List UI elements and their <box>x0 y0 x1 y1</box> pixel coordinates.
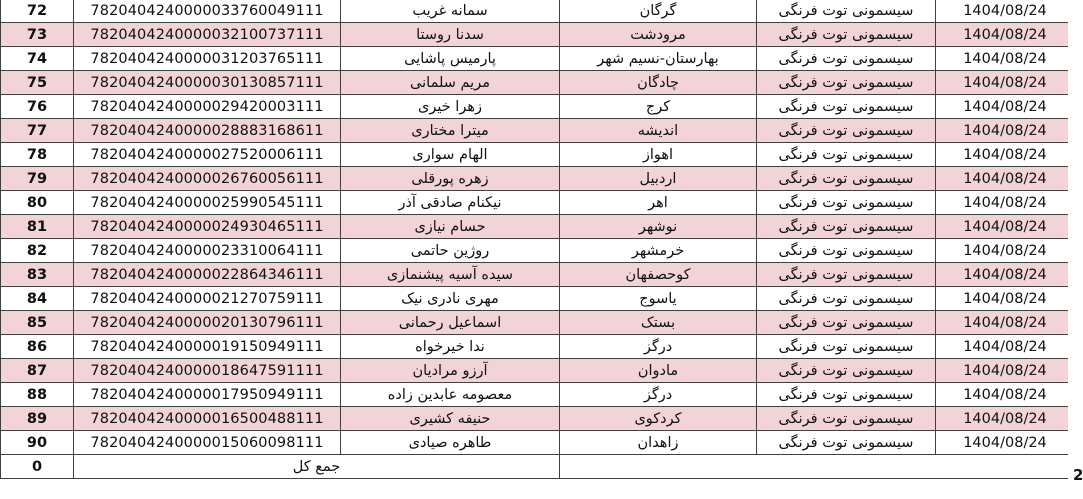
product-description-cell[interactable]: سیسمونی توت فرنگی <box>757 263 936 287</box>
city-cell[interactable]: مرودشت <box>560 23 757 47</box>
city-cell[interactable]: اردبیل <box>560 167 757 191</box>
total-empty-cell[interactable] <box>560 455 1075 479</box>
table-row[interactable] <box>1 335 1075 359</box>
row-number-cell[interactable]: 73 <box>1 23 74 47</box>
city-cell[interactable]: گرگان <box>560 0 757 23</box>
tracking-code-cell[interactable]: 7820404240000020130796111 <box>74 311 341 335</box>
product-description-cell[interactable]: سیسمونی توت فرنگی <box>757 239 936 263</box>
city-cell[interactable]: اهر <box>560 191 757 215</box>
product-description-cell[interactable]: سیسمونی توت فرنگی <box>757 407 936 431</box>
table-row[interactable] <box>1 0 1075 23</box>
table-row[interactable] <box>1 167 1075 191</box>
row-number-cell[interactable]: 84 <box>1 287 74 311</box>
tracking-code-cell[interactable]: 7820404240000032100737111 <box>74 23 341 47</box>
date-cell[interactable]: 1404/08/24 <box>936 287 1075 311</box>
date-cell[interactable]: 1404/08/24 <box>936 431 1075 455</box>
product-description-cell[interactable]: سیسمونی توت فرنگی <box>757 143 936 167</box>
city-cell[interactable]: یاسوج <box>560 287 757 311</box>
city-cell[interactable]: بهارستان-نسیم شهر <box>560 47 757 71</box>
total-row[interactable] <box>1 455 1075 479</box>
recipient-name-cell[interactable]: روژین حاتمی <box>341 239 560 263</box>
date-cell[interactable]: 1404/08/24 <box>936 119 1075 143</box>
tracking-code-cell[interactable]: 7820404240000030130857111 <box>74 71 341 95</box>
city-cell[interactable]: نوشهر <box>560 215 757 239</box>
city-cell[interactable]: زاهدان <box>560 431 757 455</box>
date-cell[interactable]: 1404/08/24 <box>936 263 1075 287</box>
date-cell[interactable]: 1404/08/24 <box>936 311 1075 335</box>
recipient-name-cell[interactable]: معصومه عابدین زاده <box>341 383 560 407</box>
date-cell[interactable]: 1404/08/24 <box>936 23 1075 47</box>
tracking-code-cell[interactable]: 7820404240000029420003111 <box>74 95 341 119</box>
product-description-cell[interactable]: سیسمونی توت فرنگی <box>757 383 936 407</box>
row-number-cell[interactable]: 87 <box>1 359 74 383</box>
table-row[interactable] <box>1 239 1075 263</box>
right-edge <box>1068 0 1080 499</box>
table-row[interactable] <box>1 23 1075 47</box>
date-cell[interactable]: 1404/08/24 <box>936 215 1075 239</box>
tracking-code-cell[interactable]: 7820404240000022864346111 <box>74 263 341 287</box>
row-number-cell[interactable]: 83 <box>1 263 74 287</box>
date-cell[interactable]: 1404/08/24 <box>936 239 1075 263</box>
date-cell[interactable]: 1404/08/24 <box>936 71 1075 95</box>
row-number-cell[interactable]: 88 <box>1 383 74 407</box>
table-row[interactable] <box>1 47 1075 71</box>
row-number-cell[interactable]: 89 <box>1 407 74 431</box>
row-number-cell[interactable]: 76 <box>1 95 74 119</box>
recipient-name-cell[interactable]: مهری نادری نیک <box>341 287 560 311</box>
recipient-name-cell[interactable]: الهام سواری <box>341 143 560 167</box>
date-cell[interactable]: 1404/08/24 <box>936 383 1075 407</box>
row-number-cell[interactable]: 90 <box>1 431 74 455</box>
row-number-cell[interactable]: 81 <box>1 215 74 239</box>
date-cell[interactable]: 1404/08/24 <box>936 167 1075 191</box>
table-row[interactable] <box>1 407 1075 431</box>
tracking-code-cell[interactable]: 7820404240000021270759111 <box>74 287 341 311</box>
product-description-cell[interactable]: سیسمونی توت فرنگی <box>757 47 936 71</box>
tracking-code-cell[interactable]: 7820404240000019150949111 <box>74 335 341 359</box>
city-cell[interactable]: درگز <box>560 335 757 359</box>
tracking-code-cell[interactable]: 7820404240000028883168611 <box>74 119 341 143</box>
product-description-cell[interactable]: سیسمونی توت فرنگی <box>757 95 936 119</box>
recipient-name-cell[interactable]: آرزو مرادیان <box>341 359 560 383</box>
row-number-cell[interactable]: 80 <box>1 191 74 215</box>
product-description-cell[interactable]: سیسمونی توت فرنگی <box>757 167 936 191</box>
table-row[interactable] <box>1 383 1075 407</box>
recipient-name-cell[interactable]: حسام نیازی <box>341 215 560 239</box>
cut-off-cell-text: 2 <box>1073 466 1083 484</box>
table-row[interactable] <box>1 431 1075 455</box>
tracking-code-cell[interactable]: 7820404240000027520006111 <box>74 143 341 167</box>
date-cell[interactable]: 1404/08/24 <box>936 335 1075 359</box>
total-value-cell[interactable]: 0 <box>1 455 74 479</box>
tracking-code-cell[interactable]: 7820404240000017950949111 <box>74 383 341 407</box>
city-cell[interactable]: مادوان <box>560 359 757 383</box>
tracking-code-cell[interactable]: 7820404240000033760049111 <box>74 0 341 23</box>
recipient-name-cell[interactable]: میترا مختاری <box>341 119 560 143</box>
tracking-code-cell[interactable]: 7820404240000025990545111 <box>74 191 341 215</box>
row-number-cell[interactable]: 74 <box>1 47 74 71</box>
table-row[interactable] <box>1 95 1075 119</box>
tracking-code-cell[interactable]: 7820404240000024930465111 <box>74 215 341 239</box>
table-row[interactable] <box>1 359 1075 383</box>
date-cell[interactable]: 1404/08/24 <box>936 359 1075 383</box>
row-number-cell[interactable]: 79 <box>1 167 74 191</box>
row-number-cell[interactable]: 75 <box>1 71 74 95</box>
recipient-name-cell[interactable]: زهرا خیری <box>341 95 560 119</box>
date-cell[interactable]: 1404/08/24 <box>936 47 1075 71</box>
city-cell[interactable]: کردکوی <box>560 407 757 431</box>
date-cell[interactable]: 1404/08/24 <box>936 143 1075 167</box>
date-cell[interactable]: 1404/08/24 <box>936 0 1075 23</box>
tracking-code-cell[interactable]: 7820404240000015060098111 <box>74 431 341 455</box>
table-row[interactable] <box>1 71 1075 95</box>
row-number-cell[interactable]: 78 <box>1 143 74 167</box>
product-description-cell[interactable]: سیسمونی توت فرنگی <box>757 431 936 455</box>
table-row[interactable] <box>1 263 1075 287</box>
tracking-code-cell[interactable]: 7820404240000026760056111 <box>74 167 341 191</box>
product-description-cell[interactable]: سیسمونی توت فرنگی <box>757 119 936 143</box>
tracking-code-cell[interactable]: 7820404240000018647591111 <box>74 359 341 383</box>
recipient-name-cell[interactable]: زهره پورقلی <box>341 167 560 191</box>
date-cell[interactable]: 1404/08/24 <box>936 95 1075 119</box>
product-description-cell[interactable]: سیسمونی توت فرنگی <box>757 71 936 95</box>
recipient-name-cell[interactable]: نیکنام صادقی آذر <box>341 191 560 215</box>
recipient-name-cell[interactable]: طاهره صیادی <box>341 431 560 455</box>
table-row[interactable] <box>1 191 1075 215</box>
product-description-cell[interactable]: سیسمونی توت فرنگی <box>757 359 936 383</box>
product-description-cell[interactable]: سیسمونی توت فرنگی <box>757 0 936 23</box>
tracking-code-cell[interactable]: 7820404240000016500488111 <box>74 407 341 431</box>
product-description-cell[interactable]: سیسمونی توت فرنگی <box>757 23 936 47</box>
recipient-name-cell[interactable]: سمانه غریب <box>341 0 560 23</box>
city-cell[interactable]: بستک <box>560 311 757 335</box>
recipient-name-cell[interactable]: حنیفه کشیری <box>341 407 560 431</box>
date-cell[interactable]: 1404/08/24 <box>936 191 1075 215</box>
tracking-code-cell[interactable]: 7820404240000031203765111 <box>74 47 341 71</box>
row-number-cell[interactable]: 77 <box>1 119 74 143</box>
tracking-code-cell[interactable]: 7820404240000023310064111 <box>74 239 341 263</box>
table-row[interactable] <box>1 143 1075 167</box>
product-description-cell[interactable]: سیسمونی توت فرنگی <box>757 311 936 335</box>
row-number-cell[interactable]: 86 <box>1 335 74 359</box>
total-label-cell[interactable]: جمع کل <box>74 455 560 479</box>
table-row[interactable] <box>1 119 1075 143</box>
date-cell[interactable]: 1404/08/24 <box>936 407 1075 431</box>
table-row[interactable] <box>1 215 1075 239</box>
city-cell[interactable]: اندیشه <box>560 119 757 143</box>
city-cell[interactable]: خرمشهر <box>560 239 757 263</box>
recipient-name-cell[interactable]: سدنا روستا <box>341 23 560 47</box>
table-row[interactable] <box>1 311 1075 335</box>
city-cell[interactable]: درگز <box>560 383 757 407</box>
recipient-name-cell[interactable]: پارمیس پاشایی <box>341 47 560 71</box>
recipient-name-cell[interactable]: سیده آسیه پیشنمازی <box>341 263 560 287</box>
city-cell[interactable]: کرج <box>560 95 757 119</box>
recipient-name-cell[interactable]: اسماعیل رحمانی <box>341 311 560 335</box>
city-cell[interactable]: کوحصفهان <box>560 263 757 287</box>
product-description-cell[interactable]: سیسمونی توت فرنگی <box>757 335 936 359</box>
table-body <box>1 0 1075 479</box>
row-number-cell[interactable]: 85 <box>1 311 74 335</box>
row-number-cell[interactable]: 72 <box>1 0 74 23</box>
product-description-cell[interactable]: سیسمونی توت فرنگی <box>757 215 936 239</box>
product-description-cell[interactable]: سیسمونی توت فرنگی <box>757 191 936 215</box>
recipient-name-cell[interactable]: مریم سلمانی <box>341 71 560 95</box>
row-number-cell[interactable]: 82 <box>1 239 74 263</box>
product-description-cell[interactable]: سیسمونی توت فرنگی <box>757 287 936 311</box>
recipient-name-cell[interactable]: ندا خیرخواه <box>341 335 560 359</box>
city-cell[interactable]: اهواز <box>560 143 757 167</box>
table-row[interactable] <box>1 287 1075 311</box>
city-cell[interactable]: چادگان <box>560 71 757 95</box>
